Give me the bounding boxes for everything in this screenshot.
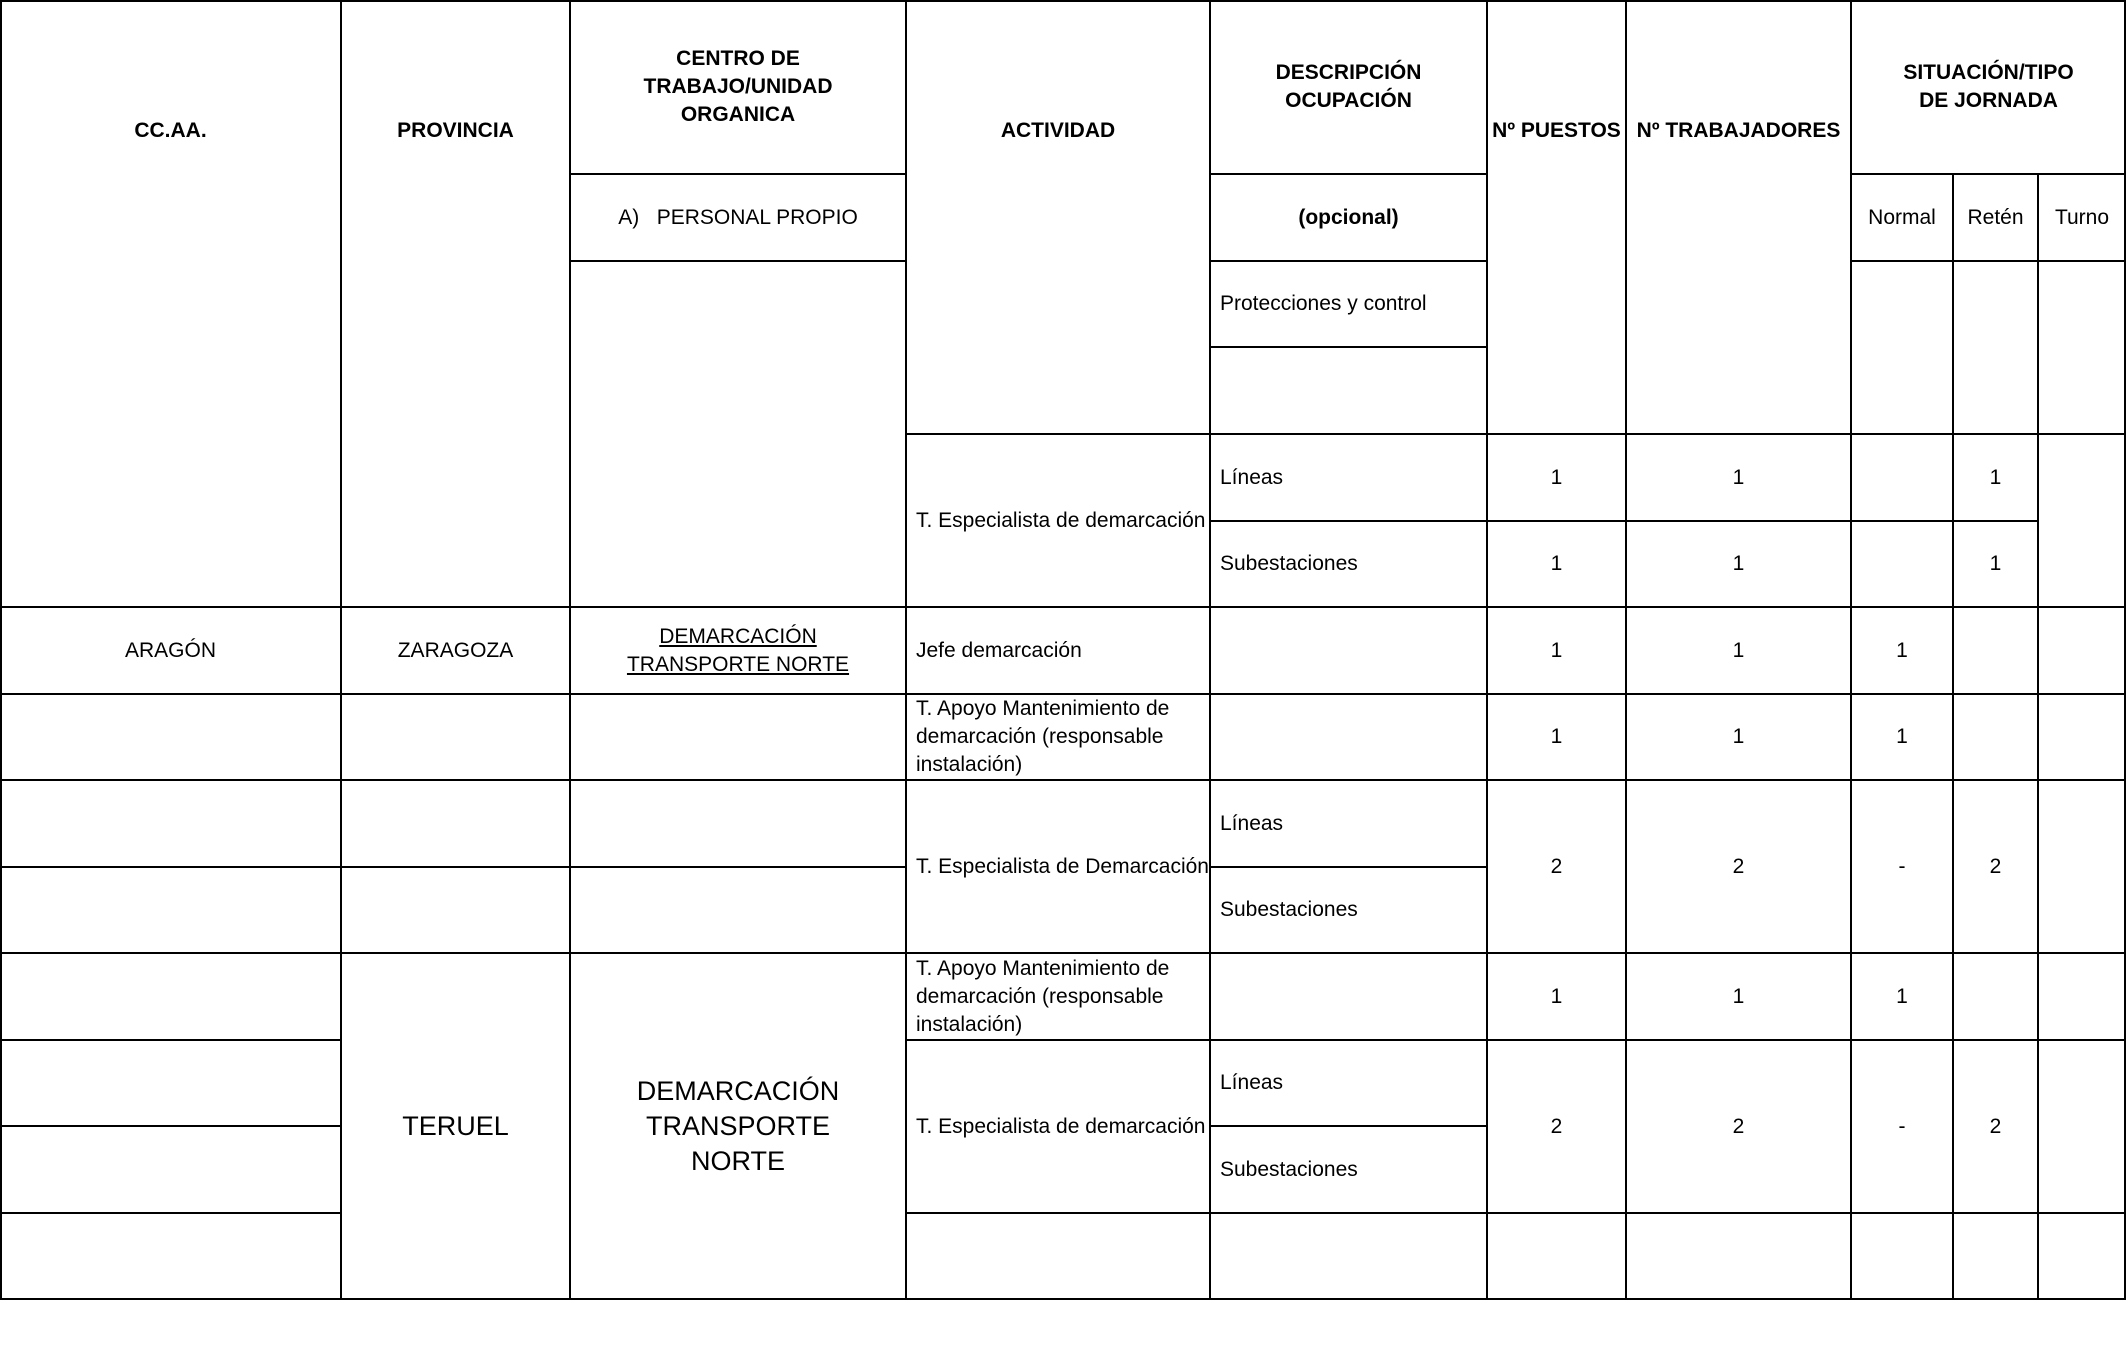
actividad-apoyo: T. Apoyo Mantenimiento de demarcación (responsable instalación) (916, 697, 1170, 776)
reten-value: 2 (1989, 854, 2002, 878)
normal-value: - (1898, 1114, 1906, 1138)
provincia-value: TERUEL (402, 1110, 509, 1141)
grid-line (0, 866, 905, 868)
header-trabajadores: Nº TRABAJADORES (1636, 119, 1841, 142)
puestos-value: 1 (1550, 984, 1563, 1008)
descripcion-subestaciones: Subestaciones (1220, 1157, 1358, 1181)
trabajadores-value: 1 (1732, 465, 1745, 489)
normal-value: 1 (1896, 984, 1908, 1008)
header-centro: CENTRO DE TRABAJO/UNIDAD ORGANICA (643, 47, 833, 126)
centro-link-text[interactable]: DEMARCACIÓN TRANSPORTE NORTE (626, 624, 850, 676)
header-puestos: Nº PUESTOS (1492, 119, 1621, 142)
trabajadores-value: 2 (1732, 854, 1745, 878)
descripcion-lineas: Líneas (1220, 811, 1284, 835)
header-provincia: PROVINCIA (397, 119, 514, 142)
header-opcional: (opcional) (1298, 205, 1399, 229)
grid-line (0, 1125, 341, 1127)
actividad-especialista: T. Especialista de demarcación (916, 508, 1206, 532)
puestos-value: 1 (1550, 638, 1563, 662)
puestos-value: 1 (1550, 725, 1563, 748)
descripcion-protecciones: Protecciones y control (1220, 292, 1427, 315)
descripcion-subestaciones: Subestaciones (1220, 898, 1358, 921)
header-normal: Normal (1868, 205, 1936, 229)
grid-line (0, 1212, 341, 1214)
reten-value: 1 (1989, 465, 2002, 489)
reten-value: 1 (1989, 552, 2002, 575)
puestos-value: 2 (1550, 1114, 1563, 1138)
puestos-value: 2 (1550, 854, 1563, 878)
header-situacion: SITUACIÓN/TIPO DE JORNADA (1903, 61, 2074, 112)
header-reten: Retén (1967, 205, 2024, 229)
reten-value: 2 (1989, 1114, 2002, 1138)
descripcion-subestaciones: Subestaciones (1220, 552, 1358, 575)
descripcion-lineas: Líneas (1220, 1071, 1284, 1094)
puestos-value: 1 (1550, 465, 1563, 489)
header-actividad: ACTIVIDAD (1000, 119, 1116, 142)
puestos-value: 1 (1550, 552, 1563, 575)
actividad-apoyo: T. Apoyo Mantenimiento de demarcación (responsable instalación) (916, 956, 1170, 1036)
normal-value: - (1898, 854, 1906, 878)
trabajadores-value: 1 (1732, 725, 1745, 748)
normal-value: 1 (1896, 725, 1908, 748)
trabajadores-value: 2 (1732, 1114, 1745, 1138)
header-descripcion: DESCRIPCIÓN OCUPACIÓN (1275, 61, 1422, 112)
centro-link[interactable] (570, 607, 906, 694)
grid-line (0, 1039, 341, 1041)
header-ccaa: CC.AA. (134, 119, 207, 142)
ccaa-value: ARAGÓN (124, 638, 216, 662)
centro-value: DEMARCACIÓN TRANSPORTE NORTE (636, 1075, 840, 1176)
header-turno: Turno (2054, 205, 2110, 229)
actividad-especialista: T. Especialista de demarcación (916, 1114, 1206, 1138)
descripcion-lineas: Líneas (1220, 465, 1284, 489)
trabajadores-value: 1 (1732, 552, 1745, 575)
grid-line (0, 1298, 2126, 1300)
trabajadores-value: 1 (1732, 984, 1745, 1008)
trabajadores-value: 1 (1732, 638, 1745, 662)
actividad-especialista: T. Especialista de Demarcación (916, 854, 1209, 878)
header-personal-propio: A) PERSONAL PROPIO (618, 205, 858, 229)
actividad-jefe: Jefe demarcación (916, 638, 1082, 662)
normal-value: 1 (1896, 638, 1908, 662)
provincia-value: ZARAGOZA (397, 638, 514, 662)
